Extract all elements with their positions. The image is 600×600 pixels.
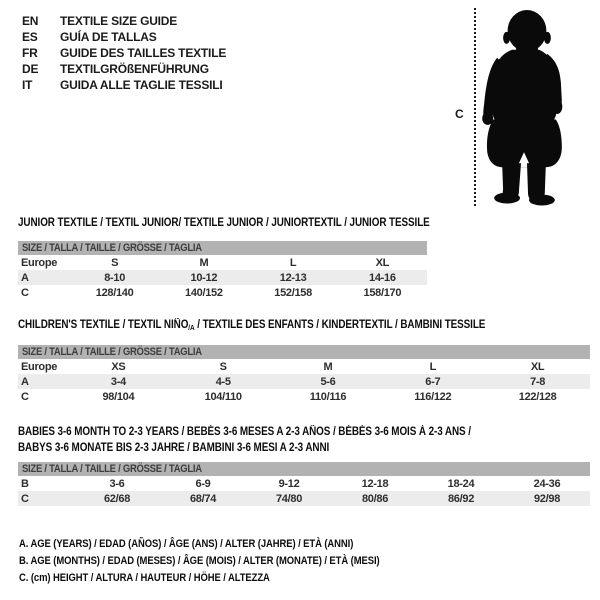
size-cell: 128/140	[95, 286, 134, 299]
children-section-title-pre: CHILDREN'S TEXTILE / TEXTIL NIÑO	[18, 319, 189, 331]
language-title: GUIDE DES TAILLES TEXTILE	[60, 46, 227, 60]
size-header-bar	[18, 345, 590, 359]
size-cell: 24-36	[533, 477, 561, 490]
size-cell: 12-13	[279, 271, 307, 284]
row-label: A	[21, 271, 29, 284]
language-title: TEXTILE SIZE GUIDE	[60, 14, 178, 28]
size-header-text: SIZE / TALLA / TAILLE / GRÖSSE / TAGLIA	[22, 346, 202, 358]
size-cell: 104/110	[204, 390, 242, 403]
children-section-title-post: / TEXTILE DES ENFANTS / KINDERTEXTIL / BAMBINI TESSILE	[194, 319, 486, 331]
size-header-bar	[18, 241, 427, 255]
language-title: GUIDA ALLE TAGLIE TESSILI	[60, 78, 223, 92]
language-row-de	[22, 61, 226, 77]
height-measure-label: C	[455, 107, 464, 121]
size-cell: 68/74	[189, 492, 217, 505]
row-label: Europe	[21, 360, 58, 373]
babies-section-title	[18, 424, 471, 456]
size-cell: 92/98	[533, 492, 561, 505]
baby-silhouette-icon	[479, 8, 569, 207]
size-header-bar	[18, 462, 590, 476]
junior-size-table	[18, 241, 427, 300]
size-cell: 116/122	[414, 390, 452, 403]
size-cell: 4-5	[215, 375, 231, 388]
table-row	[18, 285, 427, 300]
language-code: ES	[22, 30, 38, 44]
note-line-c: C. (cm) HEIGHT / ALTURA / HAUTEUR / HÖHE / ALTEZZA	[19, 572, 270, 584]
table-row	[18, 476, 590, 491]
gender-suffix-subscript: /A	[188, 323, 195, 332]
language-code: EN	[22, 14, 39, 28]
table-row	[18, 374, 590, 389]
size-cell: 152/158	[274, 286, 312, 299]
size-cell: L	[429, 360, 436, 373]
height-measure-dotted-line	[474, 8, 476, 206]
size-cell: 7-8	[530, 375, 546, 388]
size-cell: 3-4	[110, 375, 126, 388]
size-cell: 5-6	[320, 375, 336, 388]
size-cell: 74/80	[275, 492, 303, 505]
note-line-b: B. AGE (MONTHS) / EDAD (MESES) / ÂGE (MOIS) / ALTER (MONATE) / ETÀ (MESI)	[19, 555, 380, 567]
size-cell: 158/170	[363, 286, 402, 299]
size-cell: 3-6	[109, 477, 125, 490]
size-cell: 10-12	[190, 271, 218, 284]
size-cell: 86/92	[447, 492, 475, 505]
size-cell: XL	[530, 360, 545, 373]
babies-section-title-line2: BABYS 3-6 MONATE BIS 2-3 JAHRE / BAMBINI 3-6 MESI A 2-3 ANNI	[18, 442, 330, 454]
legend-notes	[19, 536, 438, 587]
row-label: Europe	[21, 256, 58, 269]
row-label: C	[21, 492, 29, 505]
language-code: DE	[22, 62, 39, 76]
size-cell: 9-12	[278, 477, 300, 490]
note-line-a: A. AGE (YEARS) / EDAD (AÑOS) / ÂGE (ANS) / ALTER (JAHRE) / ETÀ (ANNI)	[19, 538, 354, 550]
row-label: A	[21, 375, 29, 388]
size-cell: 6-7	[425, 375, 441, 388]
size-cell: 18-24	[447, 477, 475, 490]
children-section-title	[18, 319, 485, 332]
table-row	[18, 389, 590, 404]
size-cell: XS	[111, 360, 126, 373]
size-header-text: SIZE / TALLA / TAILLE / GRÖSSE / TAGLIA	[22, 463, 202, 475]
babies-section-title-line1: BABIES 3-6 MONTH TO 2-3 YEARS / BEBÉS 3-6 MESES A 2-3 AÑOS / BÉBÉS 3-6 MOIS À 2-3 ANS /	[18, 426, 471, 438]
size-cell: 6-9	[195, 477, 211, 490]
size-cell: 110/116	[309, 390, 347, 403]
table-row	[18, 491, 590, 506]
size-cell: S	[111, 256, 119, 269]
language-row-en	[22, 13, 226, 29]
size-cell: 62/68	[103, 492, 131, 505]
row-label: C	[21, 286, 29, 299]
size-cell: 80/86	[361, 492, 389, 505]
size-cell: L	[289, 256, 297, 269]
size-cell: S	[219, 360, 227, 373]
language-list	[22, 13, 226, 93]
table-row	[18, 255, 427, 270]
junior-section-title-text: JUNIOR TEXTILE / TEXTIL JUNIOR/ TEXTILE JUNIOR / JUNIORTEXTIL / JUNIOR TESSILE	[18, 217, 430, 229]
table-row	[18, 359, 590, 374]
size-cell: M	[199, 256, 209, 269]
size-cell: 8-10	[104, 271, 126, 284]
language-code: FR	[22, 46, 38, 60]
junior-section-title	[18, 217, 430, 229]
size-cell: XL	[375, 256, 390, 269]
language-code: IT	[22, 78, 33, 92]
children-size-table	[18, 345, 590, 404]
language-title: TEXTILGRÖßENFÜHRUNG	[60, 62, 209, 76]
size-cell: 140/152	[185, 286, 223, 299]
language-row-fr	[22, 45, 226, 61]
language-title: GUÍA DE TALLAS	[60, 30, 157, 44]
babies-size-table	[18, 462, 590, 506]
size-cell: M	[323, 360, 333, 373]
table-row	[18, 270, 427, 285]
size-cell: 98/104	[102, 390, 135, 403]
language-row-es	[22, 29, 226, 45]
size-cell: 12-18	[361, 477, 389, 490]
size-cell: 122/128	[518, 390, 557, 403]
language-row-it	[22, 77, 226, 93]
size-cell: 14-16	[369, 271, 396, 284]
size-header-text: SIZE / TALLA / TAILLE / GRÖSSE / TAGLIA	[22, 242, 202, 254]
row-label: B	[21, 477, 29, 490]
row-label: C	[21, 390, 29, 403]
